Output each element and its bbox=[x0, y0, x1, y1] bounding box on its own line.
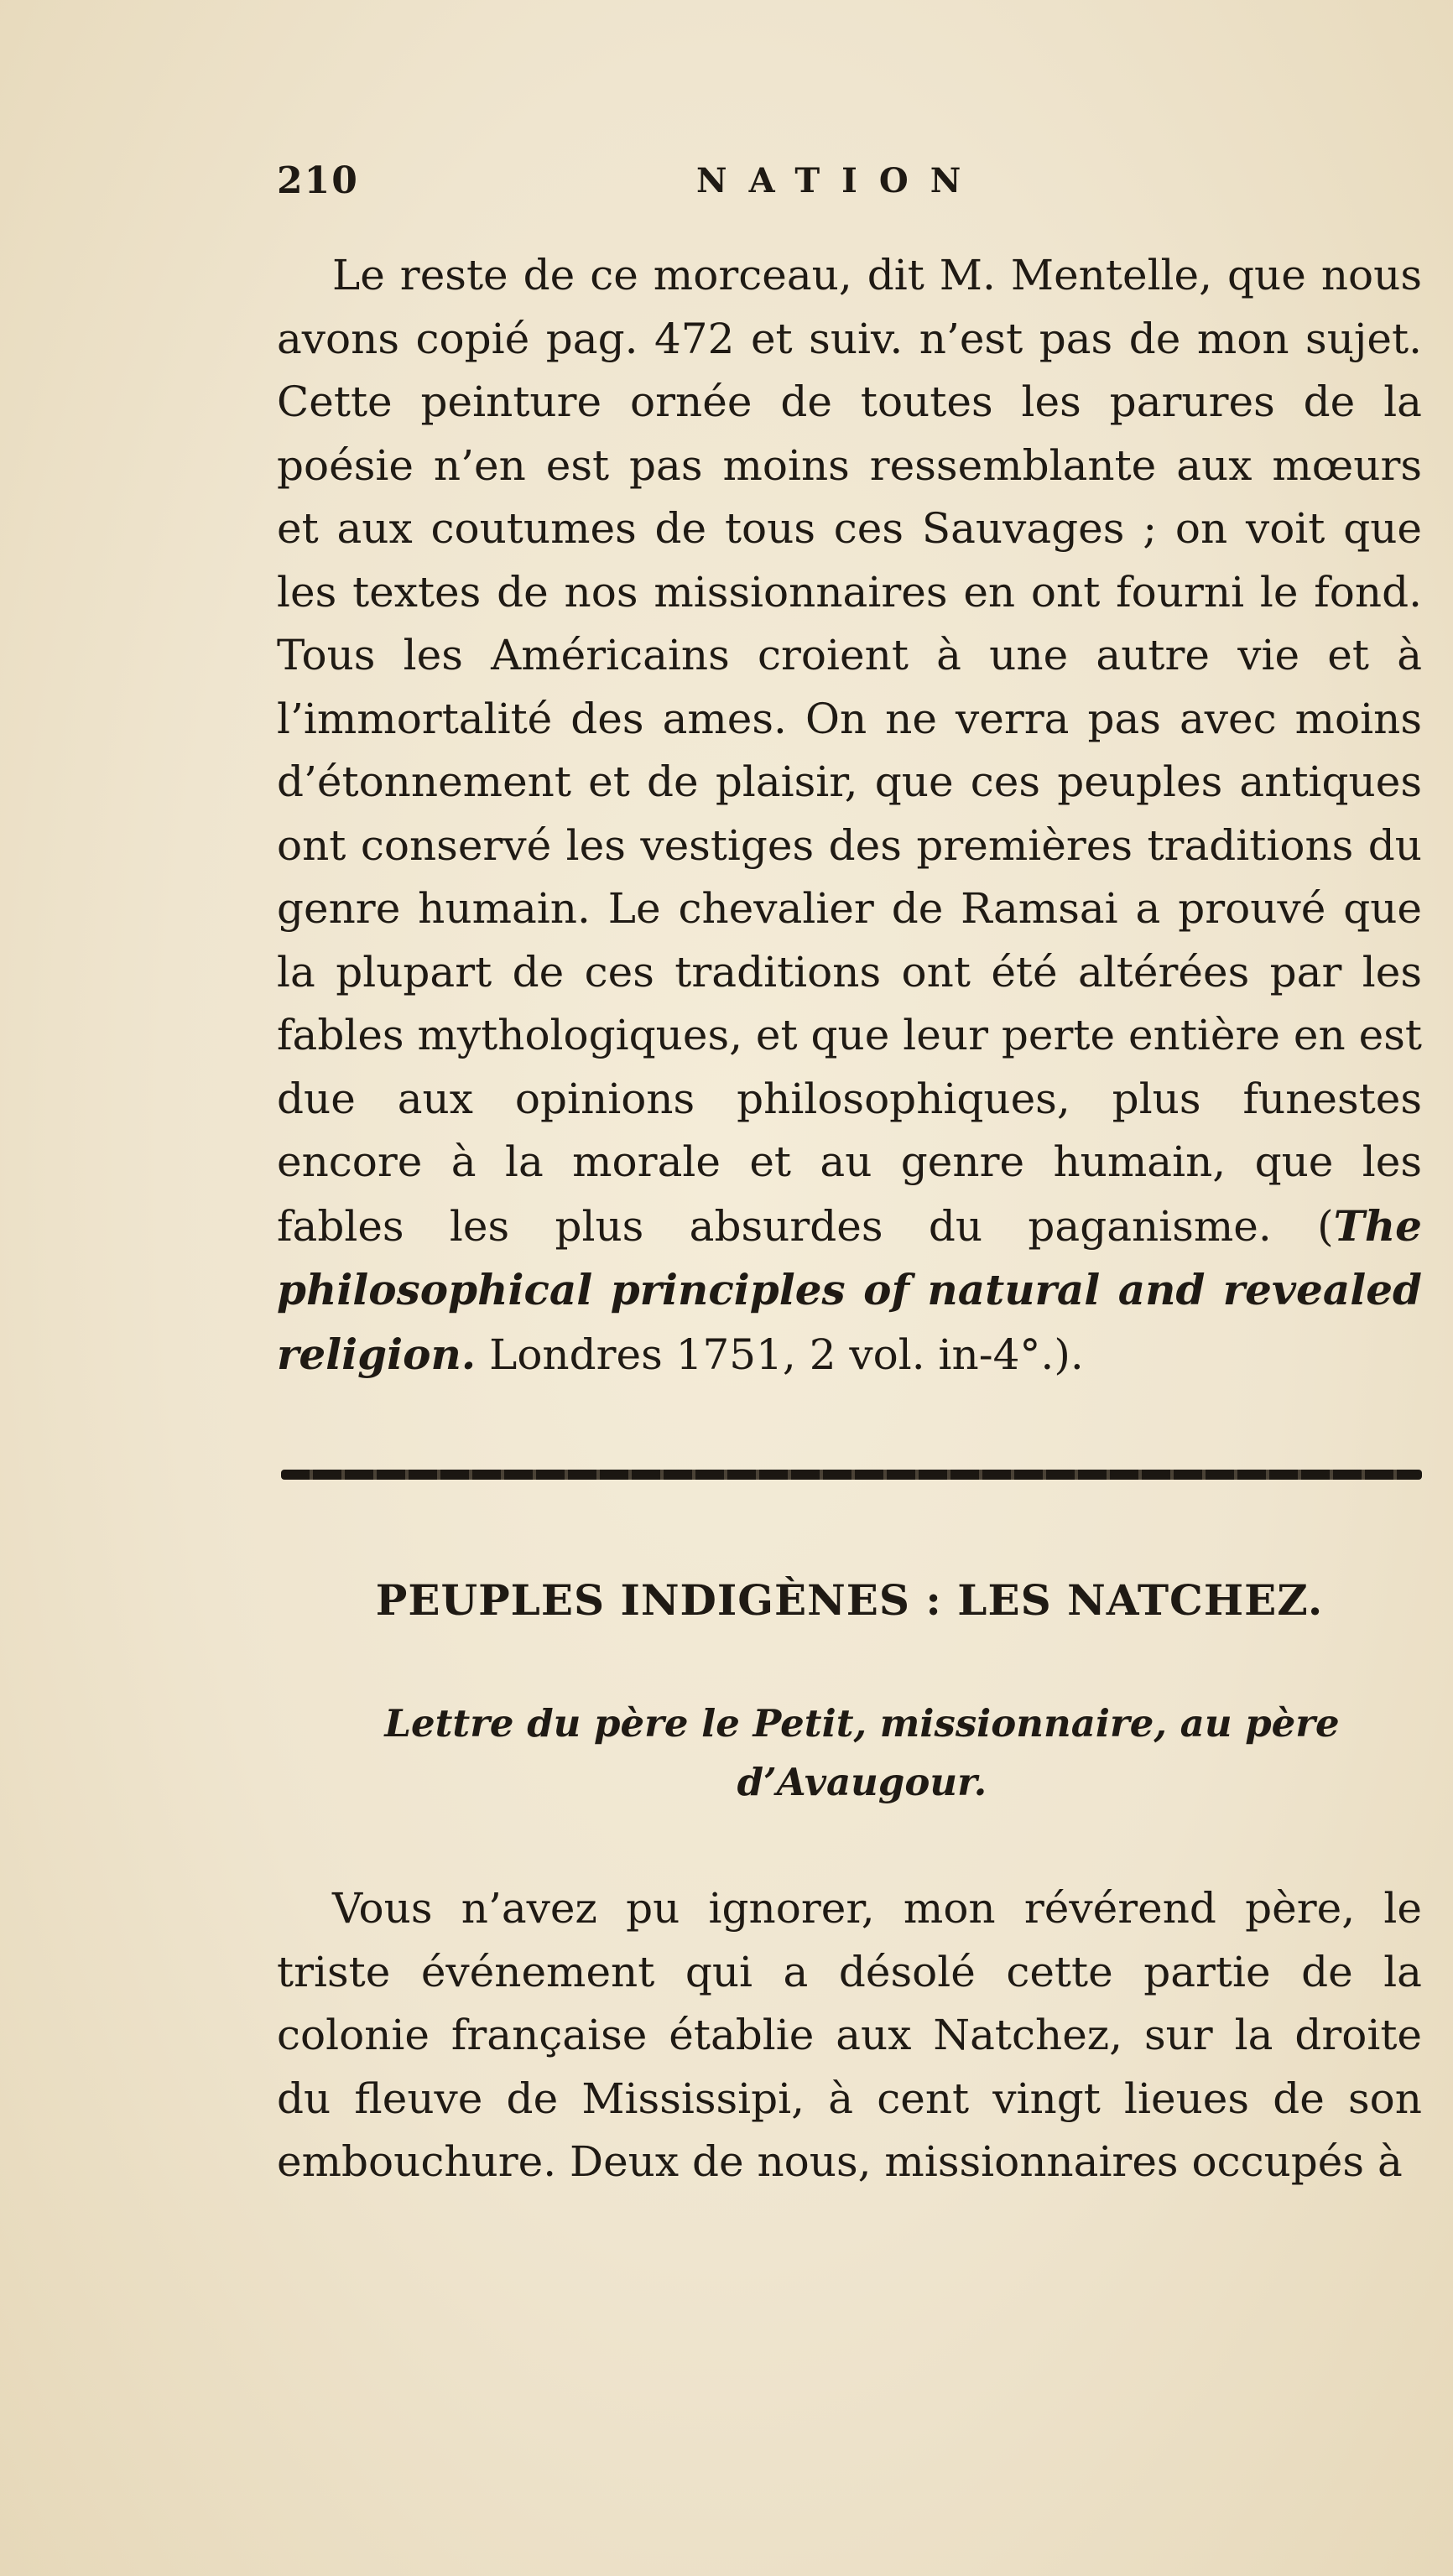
section-title: PEUPLES INDIGÈNES : LES NATCHEZ. bbox=[375, 1575, 1324, 1625]
paragraph-letter: Vous n’avez pu ignorer, mon révérend père, le triste événement qui a désolé cette partie de la colonie française établie aux Natchez, sur la droite du fleuve de Mississipi, à cent vingt lieues de son embouchure. Deux de nous, missionnaires occupés à bbox=[277, 1884, 1422, 2186]
letter-subtitle bbox=[302, 1694, 1422, 1812]
subtitle-line-1: Lettre du père le Petit, missionnaire, au père bbox=[384, 1701, 1340, 1746]
paragraph-mentelle bbox=[277, 244, 1422, 1387]
paragraph-text: Le reste de ce morceau, dit M. Mentelle, que nous avons copié pag. 472 et suiv. n’est pas de mon sujet. Cette peinture ornée de toutes les parures de la poésie n’en est pas moins ressemblante aux mœurs et aux coutumes de tous ces Sauvages ; on voit que les textes de nos missionnaires en ont fourni le fond. Tous les Américains croient à une autre vie et à l’immortalité des ames. On ne verra pas avec moins d’étonnement et de plaisir, que ces peuples antiques ont conservé les vestiges des premières traditions du genre humain. Le chevalier de Ramsai a prouvé que la plupart de ces traditions ont été altérées par les fables mythologiques, et que leur perte entière en est due aux opinions philosophiques, plus funestes encore à la morale et au genre humain, que les fables les plus absurdes du paganisme. ( bbox=[277, 251, 1422, 1251]
running-head: NATION bbox=[696, 161, 983, 200]
subtitle-line-2: d’Avaugour. bbox=[737, 1760, 987, 1804]
page-number: 210 bbox=[277, 159, 359, 202]
citation-title: The philosophical principles of natural and revealed religion. bbox=[277, 1200, 1422, 1379]
section-divider bbox=[281, 1470, 1422, 1480]
citation-details: Londres 1751, 2 vol. in-4°.). bbox=[476, 1330, 1084, 1379]
page-header bbox=[277, 159, 1435, 218]
